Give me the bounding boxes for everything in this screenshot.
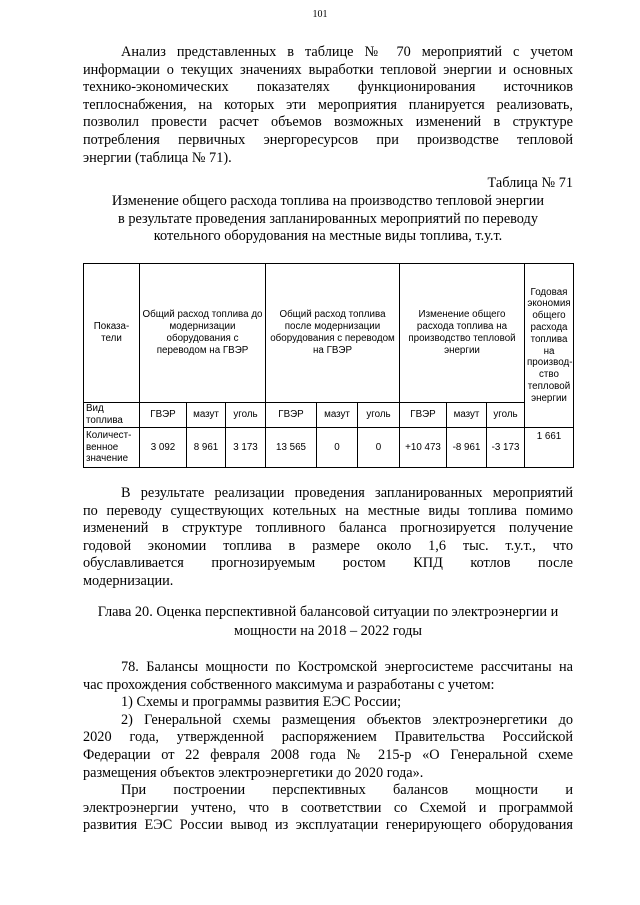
text-line: размещения объектов электроэнергетики до 2020 года». — [83, 764, 424, 781]
value-cell: 0 — [317, 428, 358, 468]
text-line: При построении перспективных балансов мощности и — [121, 782, 573, 799]
text-line: изменений в структуре топливного баланса прогнозируется получение — [83, 520, 573, 537]
text-line: Анализ представленных в таблице № 70 мероприятий с учетом — [121, 44, 573, 60]
fuel-type-cell: уголь — [487, 403, 525, 428]
fuel-type-cell: ГВЭР — [140, 403, 187, 428]
result-paragraph — [83, 485, 573, 591]
text-line: 78. Балансы мощности по Костромской энергосистеме рассчитаны на — [121, 659, 573, 675]
table-header-row — [84, 264, 574, 403]
text-line: энергии (таблица № 71). — [83, 149, 232, 166]
value-cell: 0 — [358, 428, 400, 468]
header-economy: Годовая экономия общего расхода топлива на производ-ство тепловой энергии — [525, 264, 574, 428]
text-line: развития ЕЭС России вывод из эксплуатации генерирующего оборудования — [83, 817, 573, 834]
list-item: 2) Генеральной схемы размещения объектов электроэнергетики до — [121, 711, 573, 728]
value-cell: +10 473 — [400, 428, 447, 468]
fuel-type-cell: мазут — [187, 403, 226, 428]
quantity-row — [84, 428, 574, 468]
text-line: потребления первичных энергоресурсов при производстве тепловой — [83, 131, 573, 148]
quantity-label: Количест-венное значение — [84, 428, 140, 468]
header-change: Изменение общего расхода топлива на производство тепловой энергии — [400, 264, 525, 403]
header-before: Общий расход топлива до модернизации оборудования с переводом на ГВЭР — [140, 264, 266, 403]
text-line: В результате реализации проведения запланированных мероприятий — [121, 485, 573, 501]
fuel-type-cell: уголь — [358, 403, 400, 428]
text-line: модернизации. — [83, 572, 174, 589]
fuel-type-cell: мазут — [447, 403, 487, 428]
text-line: электроэнергии учтено, что в соответствии со Схемой и программой — [83, 799, 573, 816]
title-line: котельного оборудования на местные виды топлива, т.у.т. — [153, 228, 503, 245]
value-cell: -3 173 — [487, 428, 525, 468]
value-cell: 8 961 — [187, 428, 226, 468]
value-cell: 13 565 — [266, 428, 317, 468]
fuel-type-cell: уголь — [226, 403, 266, 428]
fuel-change-table — [83, 263, 574, 468]
text-line: позволил провести расчет объемов возможных изменений в структуре — [83, 114, 573, 131]
fuel-type-cell: ГВЭР — [400, 403, 447, 428]
text-line: 2020 года, утвержденной распоряжением Правительства Российской — [83, 729, 573, 746]
value-cell: 3 173 — [226, 428, 266, 468]
table-label: Таблица № 71 — [487, 175, 573, 191]
value-cell: 3 092 — [140, 428, 187, 468]
intro-paragraph — [83, 44, 573, 167]
text-line: по переводу существующих котельных на местные виды топлива помимо — [83, 502, 573, 519]
fuel-type-cell: мазут — [317, 403, 358, 428]
list-item: 1) Схемы и программы развития ЕЭС России; — [121, 694, 402, 711]
value-cell: -8 961 — [447, 428, 487, 468]
header-indicator: Показа-тели — [84, 264, 140, 403]
text-line: Федерации от 22 февраля 2008 года № 215-р «О Генеральной схеме — [83, 746, 573, 763]
text-line: обуславливается прогнозируемым ростом КПД котлов после — [83, 555, 573, 572]
text-line: информации о текущих значениях выработки тепловой энергии и основных — [83, 61, 573, 78]
fuel-type-cell: ГВЭР — [266, 403, 317, 428]
economy-value: 1 661 — [525, 428, 574, 468]
text-line: час прохождения собственного максимума и разработаны с учетом: — [83, 676, 495, 693]
text-line: технико-экономических показателях функционирования источников — [83, 79, 573, 96]
chapter-heading — [83, 603, 573, 641]
section-78-paragraph — [83, 659, 573, 835]
page-number: 101 — [312, 9, 328, 20]
table-title — [83, 193, 573, 246]
title-line: Изменение общего расхода топлива на производство тепловой энергии — [111, 193, 545, 209]
header-after: Общий расход топлива после модернизации оборудования с переводом на ГВЭР — [266, 264, 400, 403]
fuel-type-label: Вид топлива — [84, 403, 140, 428]
title-line: в результате проведения запланированных мероприятий по переводу — [118, 210, 538, 227]
text-line: годовой экономии топлива в размере около 1,6 тыс. т.у.т., что — [83, 537, 573, 554]
heading-line: мощности на 2018 – 2022 годы — [234, 623, 422, 639]
heading-line: Глава 20. Оценка перспективной балансовой ситуации по электроэнергии и — [97, 604, 559, 620]
text-line: теплоснабжения, на которых эти мероприятия планируется реализовать, — [83, 96, 573, 113]
fuel-type-row — [84, 403, 574, 428]
